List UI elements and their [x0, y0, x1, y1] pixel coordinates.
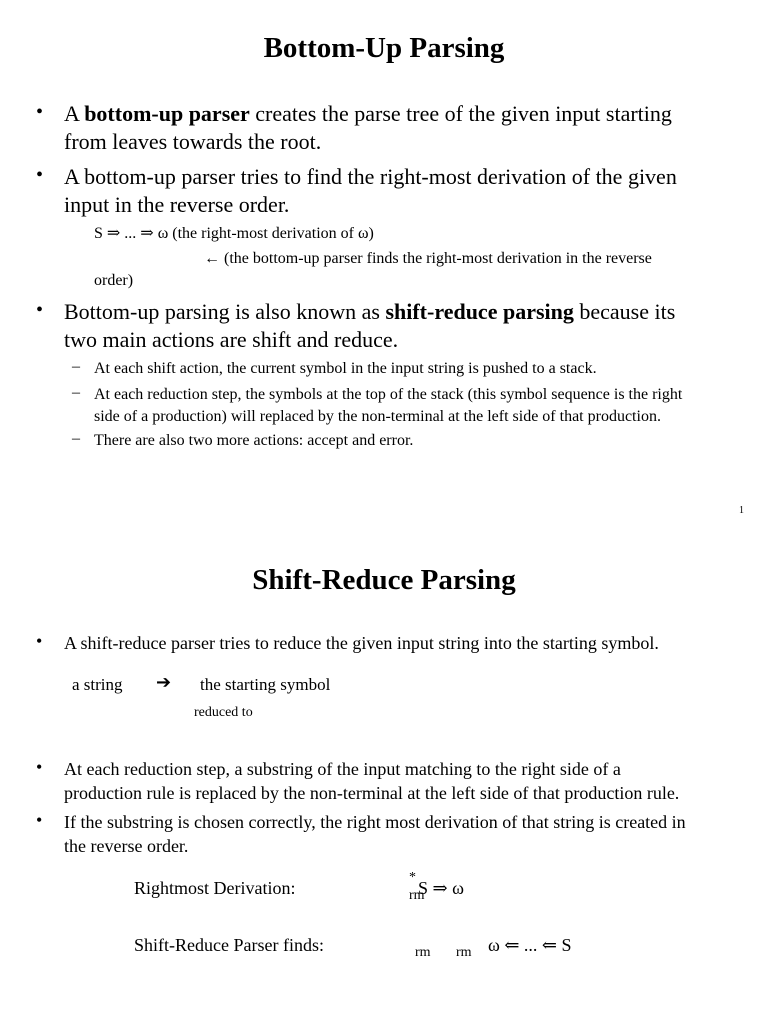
text: the reverse order. — [64, 836, 189, 856]
text: because its — [573, 299, 676, 324]
slide-title: Bottom-Up Parsing — [263, 32, 505, 64]
derivation-line: S ⇒ ... ⇒ ω (the right-most derivation of ω) — [94, 225, 374, 242]
slide-number: 1 — [739, 505, 744, 516]
bullet-marker: • — [36, 101, 44, 123]
sub-shift: At each shift action, the current symbol in the input string is pushed to a stack. — [94, 360, 597, 377]
rightmost-label: Rightmost Derivation: — [134, 878, 296, 898]
dash-marker: – — [72, 358, 80, 375]
bullet-marker: • — [36, 299, 44, 321]
reverse-line: ← (the bottom-up parser finds the right-most derivation in the reverse — [204, 250, 652, 267]
rm-subscript: rm — [409, 888, 425, 903]
text: side of a production) will replaced by the non-terminal at the left side of that production. — [94, 408, 661, 425]
reduced-to-label: reduced to — [194, 705, 253, 720]
a-string-label: a string — [72, 675, 123, 694]
rm-subscript: rm — [415, 945, 431, 960]
text: Bottom-up parsing is also known as — [64, 299, 386, 324]
arrow-right-icon: ➔ — [156, 672, 172, 693]
sub-reduce — [94, 384, 754, 428]
text: At each reduction step, a substring of the input matching to the right side of a — [64, 759, 621, 779]
bullet-substring — [64, 810, 754, 858]
text: production rule is replaced by the non-terminal at the left side of that production rule. — [64, 783, 680, 803]
rightmost-expression: S ⇒ ω — [418, 878, 464, 898]
bullet-shift-reduce — [64, 298, 754, 354]
shift-reduce-label: Shift-Reduce Parser finds: — [134, 935, 324, 955]
bullet-marker: • — [36, 164, 44, 186]
starting-symbol-label: the starting symbol — [200, 675, 331, 694]
shift-reduce-expression: ω ⇐ ... ⇐ S — [488, 935, 572, 955]
dash-marker: – — [72, 430, 80, 447]
text: creates the parse tree of the given input starting — [249, 101, 672, 126]
text: A — [64, 101, 85, 126]
slide-title: Shift-Reduce Parsing — [252, 564, 516, 596]
bullet-marker: • — [36, 757, 43, 777]
text: A bottom-up parser tries to find the right-most derivation of the given — [64, 164, 677, 189]
text: input in the reverse order. — [64, 192, 290, 217]
bullet-marker: • — [36, 631, 43, 651]
rm-subscript: rm — [456, 945, 472, 960]
text: from leaves towards the root. — [64, 129, 322, 154]
sub-accept-error: There are also two more actions: accept and error. — [94, 432, 414, 449]
text: If the substring is chosen correctly, the right most derivation of that string is created in — [64, 812, 686, 832]
slide-shift-reduce-parsing — [0, 530, 768, 1024]
bullet-intro: A shift-reduce parser tries to reduce the given input string into the starting symbol. — [64, 633, 659, 653]
text: two main actions are shift and reduce. — [64, 327, 399, 352]
bold-term: shift-reduce parsing — [385, 299, 574, 324]
reverse-line-cont: order) — [94, 272, 134, 289]
dash-marker: – — [72, 384, 80, 401]
text: At each reduction step, the symbols at the top of the stack (this symbol sequence is the right — [94, 386, 683, 403]
bold-term: bottom-up parser — [84, 101, 250, 126]
bullet-definition — [64, 100, 754, 156]
bullet-marker: • — [36, 810, 43, 830]
bullet-rightmost — [64, 163, 754, 219]
star-superscript: * — [409, 870, 416, 885]
bullet-reduction-step — [64, 757, 754, 805]
